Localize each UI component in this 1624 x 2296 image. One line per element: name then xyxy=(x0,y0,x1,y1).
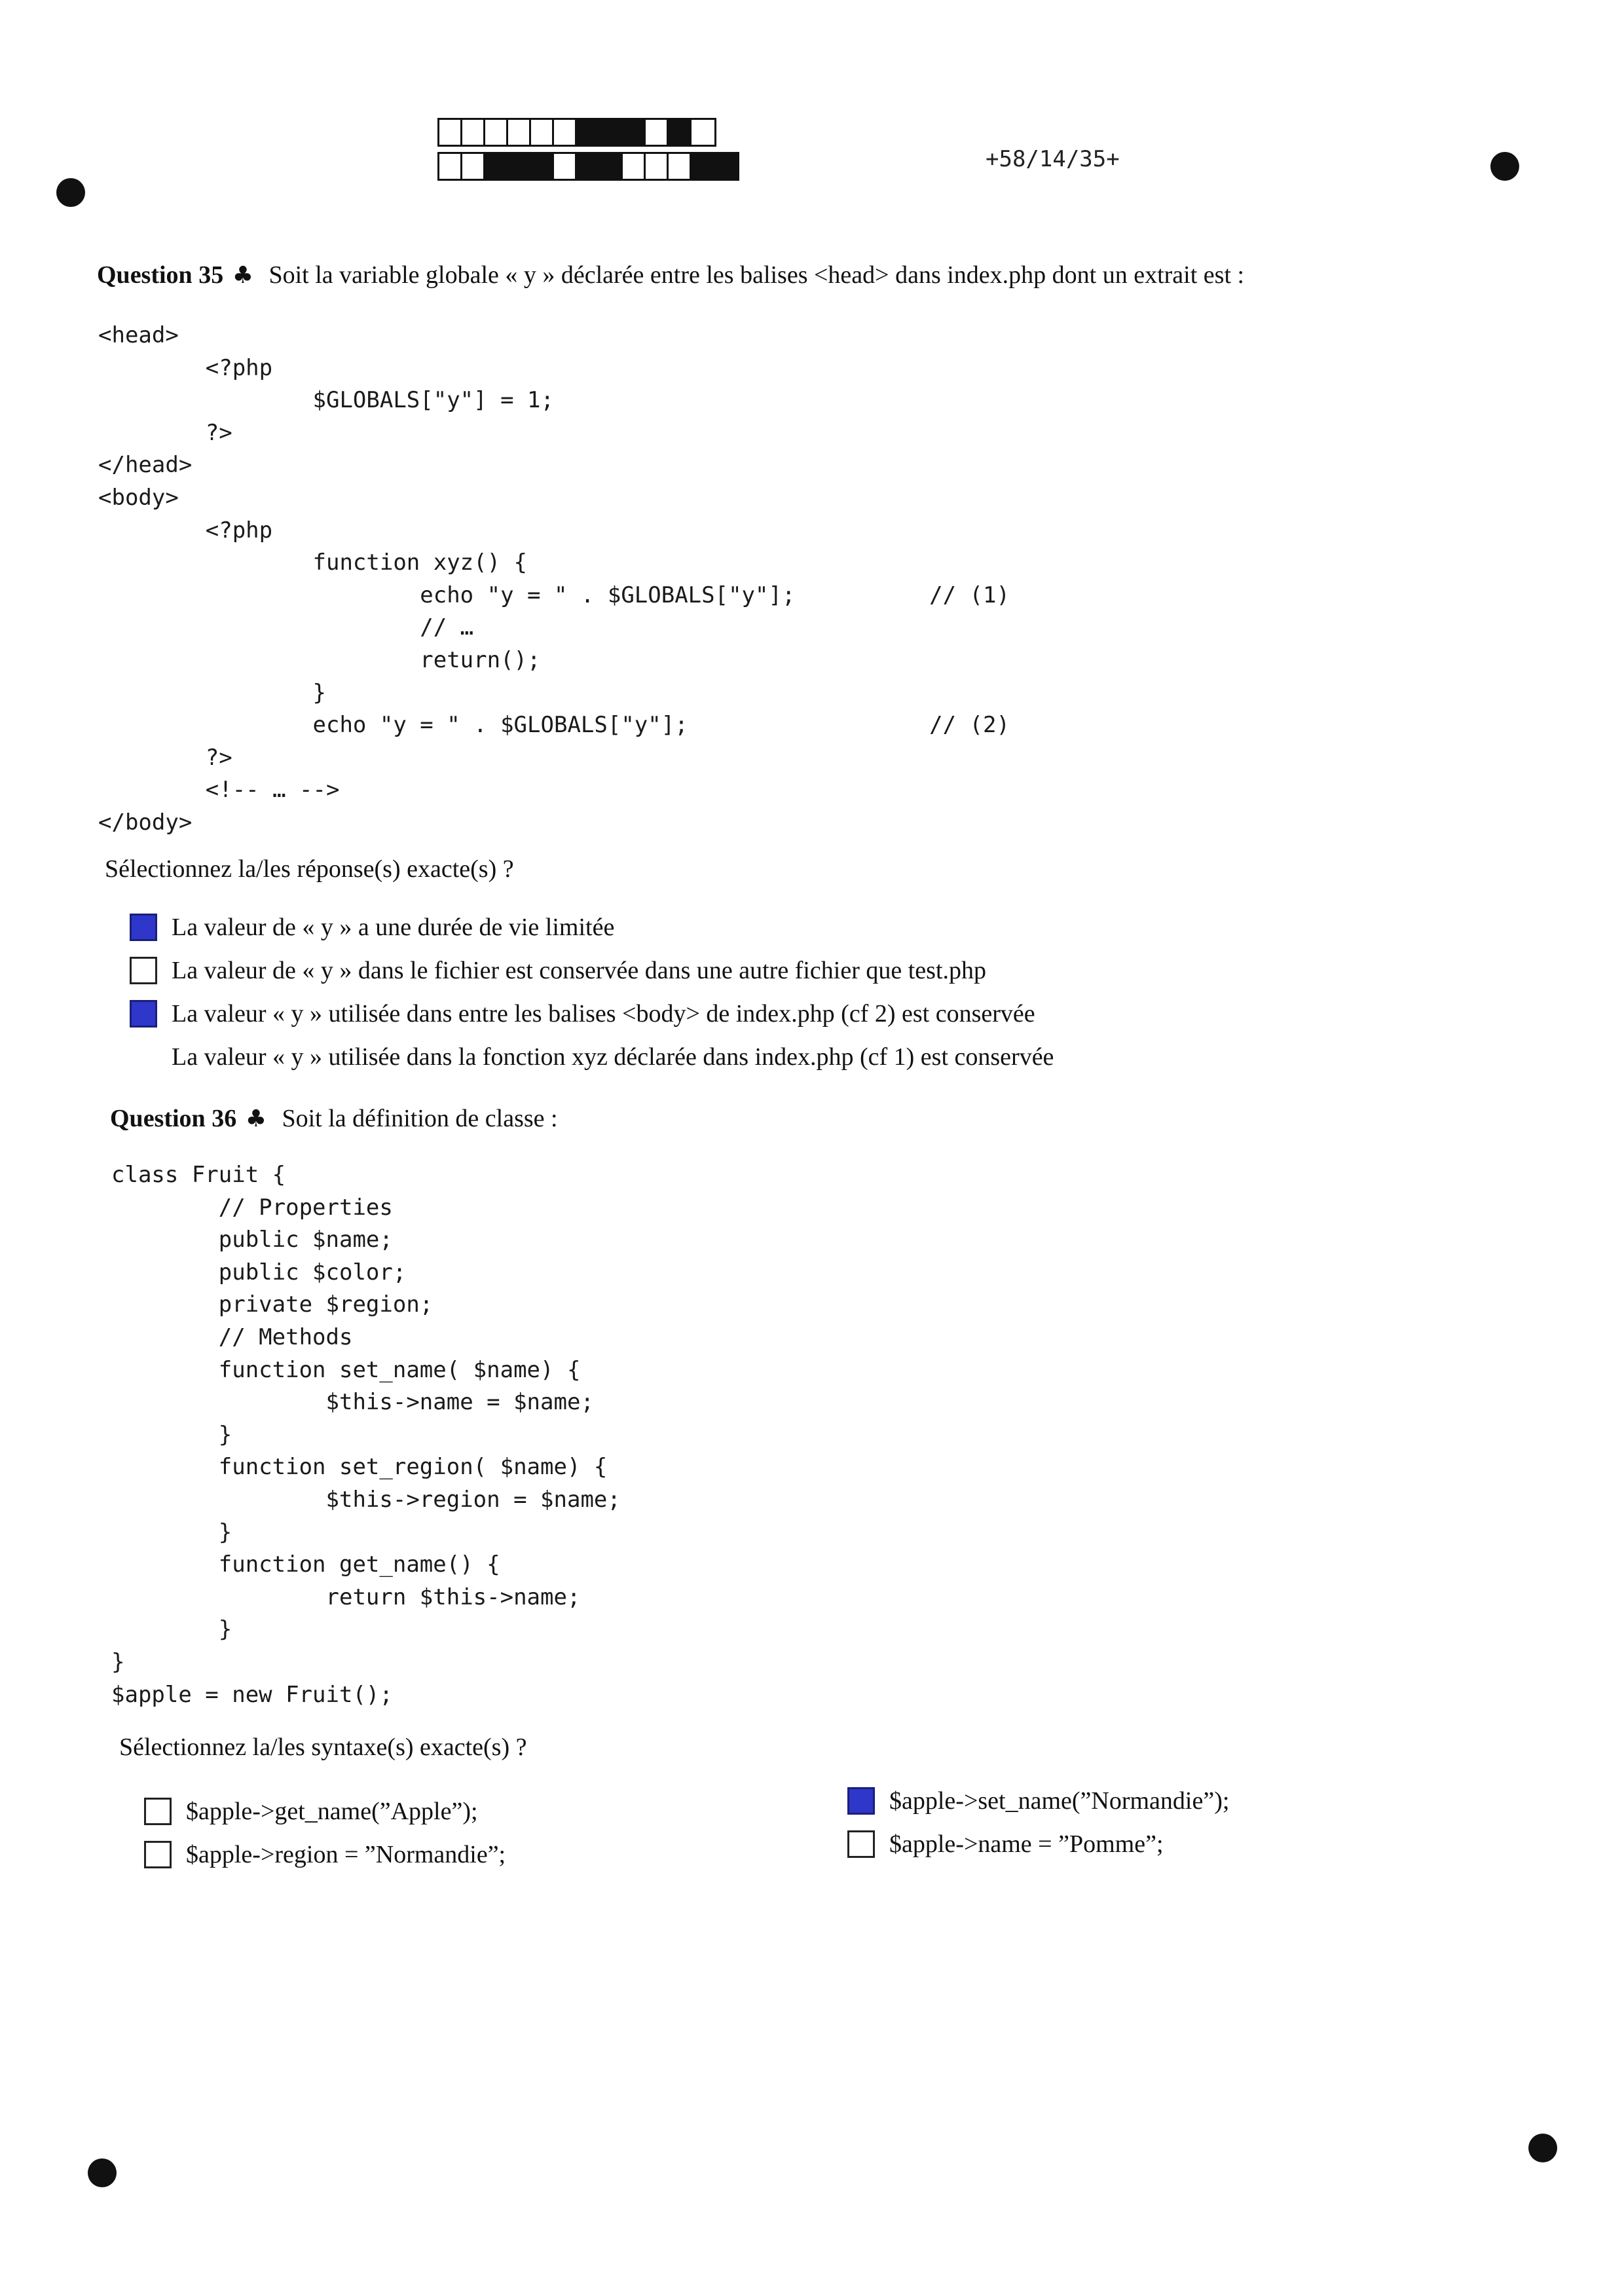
checkbox[interactable] xyxy=(847,1787,875,1815)
barcode-cell xyxy=(485,154,508,179)
choice-label: $apple->region = ”Normandie”; xyxy=(186,1841,506,1868)
code-line: $this->name = $name; xyxy=(111,1389,594,1416)
choice-q35-1[interactable] xyxy=(130,913,614,942)
code-line: echo "y = " . $GLOBALS["y"]; // (1) xyxy=(98,582,1010,608)
code-line: <!-- … --> xyxy=(98,777,340,804)
code-line: public $color; xyxy=(111,1259,407,1286)
barcode-cell xyxy=(669,120,692,145)
code-line: } xyxy=(98,679,326,706)
checkbox[interactable] xyxy=(144,1841,172,1868)
code-line: $this->region = $name; xyxy=(111,1486,621,1513)
question-text: Soit la variable globale « y » déclarée entre les balises <head> dans index.php dont un extrait est : xyxy=(268,261,1245,289)
barcode-cell xyxy=(531,154,554,179)
code-line: </head> xyxy=(98,452,193,479)
choice-label: $apple->name = ”Pomme”; xyxy=(889,1830,1164,1858)
choice-q36-3[interactable] xyxy=(847,1787,1229,1815)
barcode-cell xyxy=(714,154,737,179)
checkbox[interactable] xyxy=(144,1798,172,1825)
question-number: Question 35 xyxy=(97,261,224,289)
code-line: $apple = new Fruit(); xyxy=(111,1681,393,1708)
barcode-cell xyxy=(554,154,577,179)
code-line: return $this->name; xyxy=(111,1583,581,1610)
barcode-cell xyxy=(669,154,692,179)
answer-prompt-q36: Sélectionnez la/les syntaxe(s) exacte(s) ? xyxy=(119,1733,527,1761)
code-line: function xyz() { xyxy=(98,549,528,576)
question-number: Question 36 xyxy=(110,1105,237,1132)
choice-label: $apple->get_name(”Apple”); xyxy=(186,1798,478,1825)
code-line: function set_region( $name) { xyxy=(111,1454,608,1481)
barcode-cell xyxy=(623,120,646,145)
barcode-cell xyxy=(462,120,485,145)
code-line: ?> xyxy=(98,744,232,771)
barcode-cell xyxy=(577,154,600,179)
registration-dot-bottom-left xyxy=(88,2158,117,2187)
code-line: } xyxy=(111,1519,232,1546)
choice-label: $apple->set_name(”Normandie”); xyxy=(889,1787,1230,1815)
question-text: Soit la définition de classe : xyxy=(282,1105,558,1132)
barcode-cell xyxy=(646,154,669,179)
registration-dot-bottom-right xyxy=(1528,2134,1557,2162)
code-line: function set_name( $name) { xyxy=(111,1356,581,1383)
code-line: // … xyxy=(98,614,474,641)
barcode-cell xyxy=(531,120,554,145)
barcode-cell xyxy=(600,120,623,145)
barcode-cell xyxy=(554,120,577,145)
choice-q35-3[interactable] xyxy=(130,999,1035,1028)
barcode-cell xyxy=(692,120,714,145)
barcode-cell xyxy=(508,154,531,179)
registration-dot-top-left xyxy=(56,178,85,207)
choice-label: La valeur « y » utilisée dans entre les balises <body> de index.php (cf 2) est conservée xyxy=(172,1000,1035,1028)
barcode-cell xyxy=(600,154,623,179)
answer-prompt-q35: Sélectionnez la/les réponse(s) exacte(s) ? xyxy=(105,855,514,883)
code-line: // Properties xyxy=(111,1194,393,1221)
club-icon: ♣ xyxy=(245,1105,267,1132)
code-line: return(); xyxy=(98,646,541,673)
barcode-cell xyxy=(646,120,669,145)
barcode-cell xyxy=(623,154,646,179)
code-line: echo "y = " . $GLOBALS["y"]; // (2) xyxy=(98,712,1010,739)
barcode-row-2 xyxy=(437,152,739,181)
choice-q36-4[interactable] xyxy=(847,1830,1164,1859)
code-line: $GLOBALS["y"] = 1; xyxy=(98,387,554,414)
barcode-cell xyxy=(577,120,600,145)
checkbox[interactable] xyxy=(130,1000,157,1028)
barcode-row-1 xyxy=(437,118,716,147)
code-line: } xyxy=(111,1616,232,1643)
code-line: <body> xyxy=(98,484,179,511)
code-line: } xyxy=(111,1421,232,1448)
checkbox[interactable] xyxy=(130,914,157,941)
code-line: private $region; xyxy=(111,1291,434,1318)
question-36-header xyxy=(110,1104,558,1133)
code-line: class Fruit { xyxy=(111,1162,286,1188)
registration-dot-top-right xyxy=(1490,152,1519,181)
code-line: } xyxy=(111,1648,125,1675)
choice-q36-1[interactable] xyxy=(144,1797,478,1826)
page-identifier: +58/14/35+ xyxy=(986,146,1120,172)
club-icon: ♣ xyxy=(232,262,253,289)
question-35-header xyxy=(97,261,1244,289)
barcode-cell xyxy=(462,154,485,179)
checkbox[interactable] xyxy=(130,1043,157,1071)
code-line: public $name; xyxy=(111,1227,393,1253)
code-line: </body> xyxy=(98,809,193,836)
code-line: <?php xyxy=(98,517,273,544)
code-line: <head> xyxy=(98,322,179,348)
checkbox[interactable] xyxy=(130,957,157,984)
choice-q36-2[interactable] xyxy=(144,1840,506,1869)
code-line: <?php xyxy=(98,354,273,381)
choice-label: La valeur de « y » dans le fichier est conservée dans une autre fichier que test.php xyxy=(172,957,986,984)
code-line: function get_name() { xyxy=(111,1551,500,1578)
choice-q35-2[interactable] xyxy=(130,956,986,985)
choice-label: La valeur de « y » a une durée de vie limitée xyxy=(172,914,615,941)
code-block-q36 xyxy=(111,1159,621,1711)
barcode-cell xyxy=(692,154,714,179)
code-line: // Methods xyxy=(111,1324,353,1350)
code-line: ?> xyxy=(98,419,232,446)
choice-label: La valeur « y » utilisée dans la fonction xyz déclarée dans index.php (cf 1) est conservée xyxy=(172,1043,1054,1071)
choice-q35-4[interactable] xyxy=(130,1043,1054,1071)
barcode-cell xyxy=(439,154,462,179)
barcode-cell xyxy=(485,120,508,145)
code-block-q35 xyxy=(98,320,1010,840)
barcode-cell xyxy=(508,120,531,145)
checkbox[interactable] xyxy=(847,1830,875,1858)
barcode-cell xyxy=(439,120,462,145)
